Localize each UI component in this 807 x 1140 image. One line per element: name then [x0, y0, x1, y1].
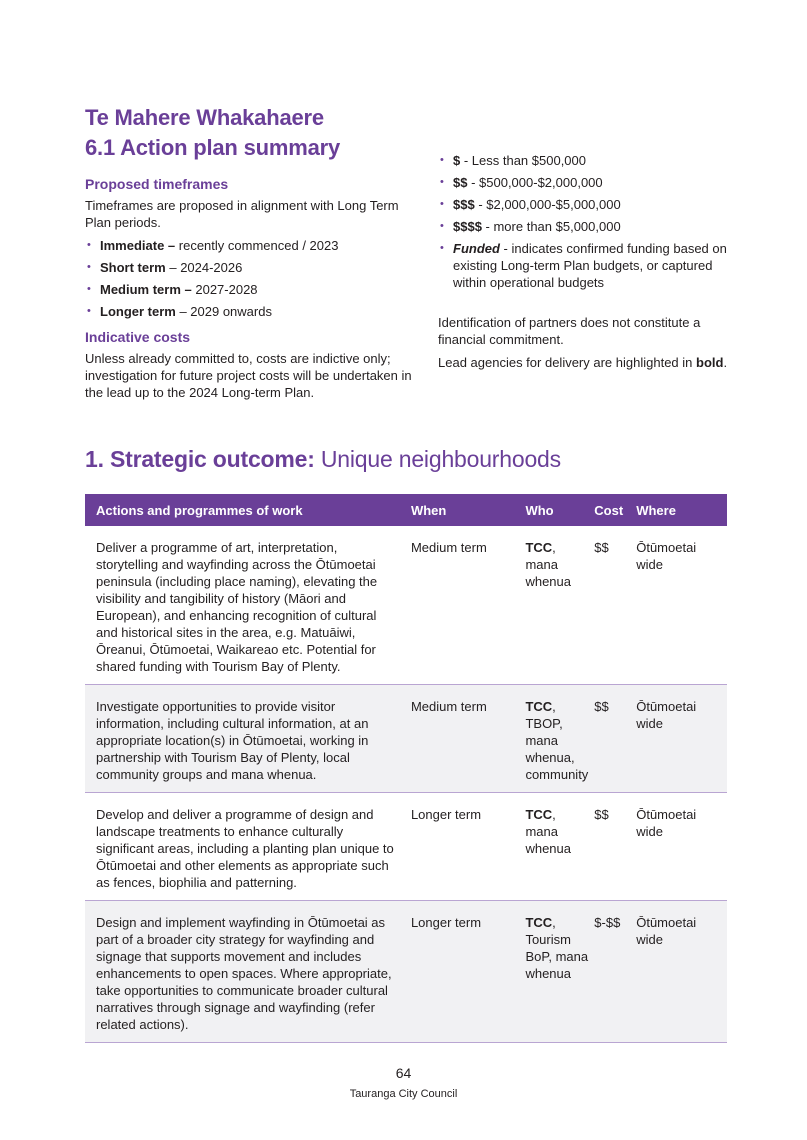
cost-desc: - $500,000-$2,000,000 [467, 175, 603, 190]
term-desc: recently commenced / 2023 [175, 238, 339, 253]
lead-agency: TCC [525, 540, 553, 555]
costs-text: Unless already committed to, costs are indictive only; investigation for future project costs will be undertaken in the lead up to the 2024 Long-term Plan. [85, 351, 412, 400]
term-desc: 2027-2028 [191, 282, 258, 297]
cell-who [514, 793, 594, 901]
cost-desc: - Less than $500,000 [460, 153, 586, 168]
cell-cost: $-$$ [594, 901, 636, 1043]
header-action: Actions and programmes of work [85, 494, 400, 526]
list-item [438, 174, 738, 191]
lead-note-suffix: . [723, 355, 728, 370]
cell-action: Investigate opportunities to provide visitor information, including cultural information, at an appropriate location(s) in Ōtūmoetai, working in partnership with Tourism Bay of Plenty, local community groups and mana whenua. [85, 685, 400, 793]
table-row [85, 901, 727, 1043]
action-table [85, 494, 727, 1043]
cell-where: Ōtūmoetai wide [636, 901, 727, 1043]
table-header-row [85, 494, 727, 526]
list-item [438, 218, 738, 235]
cost-desc: - $2,000,000-$5,000,000 [474, 197, 621, 212]
term-label: Immediate – [100, 238, 176, 253]
cell-when: Longer term [400, 793, 515, 901]
timeframes-list [85, 237, 415, 320]
cost-scale-list [438, 152, 738, 291]
bullet-icon: • [440, 242, 444, 254]
section-title-rest: Unique neighbourhoods [314, 446, 561, 472]
left-column [85, 176, 415, 407]
list-item [438, 196, 738, 213]
cell-action: Develop and deliver a programme of design and landscape treatments to enhance culturally significant areas, including a planting plan unique to Ōtūmoetai and other elements as appropriate such as fences, biophilia and patterning. [85, 793, 400, 901]
cell-where: Ōtūmoetai wide [636, 526, 727, 685]
partners: , Tourism BoP, mana whenua [525, 915, 589, 981]
term-label: Medium term – [100, 282, 192, 297]
list-item [85, 237, 415, 254]
partners-note: Identification of partners does not constitute a financial commitment. [438, 315, 701, 347]
partners: , mana whenua [525, 540, 571, 589]
cost-symbol: Funded [453, 241, 500, 256]
bullet-icon: • [87, 283, 91, 295]
page-title-maori: Te Mahere Whakahaere [85, 105, 324, 130]
timeframes-heading: Proposed timeframes [85, 176, 229, 192]
header-where: Where [636, 494, 727, 526]
partners: , mana whenua [525, 807, 571, 856]
term-label: Longer term [100, 304, 176, 319]
table-row [85, 685, 727, 793]
lead-note [438, 354, 738, 371]
cell-when: Medium term [400, 526, 515, 685]
bullet-icon: • [440, 176, 444, 188]
bullet-icon: • [87, 305, 91, 317]
bullet-icon: • [87, 239, 91, 251]
table-row [85, 793, 727, 901]
cell-who [514, 685, 594, 793]
partners: , TBOP, mana whenua, community [525, 699, 589, 782]
term-desc: – 2029 onwards [175, 304, 272, 319]
lead-agency: TCC [525, 915, 553, 930]
bullet-icon: • [440, 220, 444, 232]
lead-note-bold: bold [696, 355, 724, 370]
costs-heading: Indicative costs [85, 329, 191, 345]
list-item [438, 240, 738, 291]
cost-symbol: $$ [453, 175, 468, 190]
cell-cost: $$ [594, 793, 636, 901]
cell-cost: $$ [594, 685, 636, 793]
page-number: 64 [395, 1065, 412, 1081]
header-cost: Cost [594, 494, 636, 526]
header-who: Who [514, 494, 594, 526]
lead-agency: TCC [525, 699, 553, 714]
cell-when: Longer term [400, 901, 515, 1043]
cost-symbol: $$$$ [453, 219, 482, 234]
bullet-icon: • [440, 154, 444, 166]
cost-desc: - indicates confirmed funding based on existing Long-term Plan budgets, or captured within operational budgets [453, 241, 727, 290]
cell-action: Deliver a programme of art, interpretation, storytelling and wayfinding across the Ōtūmoetai peninsula (including place naming), elevating the visibility and tangibility of history (Māori and European), and enhancing recognition of cultural and historical sites in the area, e.g. Matuāiwi, Ōreanui, Ōtūmoetai, Waikareao etc. Potential for shared funding with Tourism Bay of Plenty. [85, 526, 400, 685]
cost-desc: - more than $5,000,000 [481, 219, 621, 234]
footer-organisation: Tauranga City Council [349, 1088, 458, 1100]
timeframes-intro: Timeframes are proposed in alignment with Long Term Plan periods. [85, 198, 399, 230]
cell-where: Ōtūmoetai wide [636, 793, 727, 901]
lead-agency: TCC [525, 807, 553, 822]
section-title [85, 446, 561, 473]
cell-where: Ōtūmoetai wide [636, 685, 727, 793]
table-row [85, 526, 727, 685]
cell-cost: $$ [594, 526, 636, 685]
cost-symbol: $$$ [453, 197, 475, 212]
cell-who [514, 526, 594, 685]
cell-who [514, 901, 594, 1043]
cost-symbol: $ [453, 153, 461, 168]
header-when: When [400, 494, 515, 526]
list-item [438, 152, 738, 169]
list-item [85, 259, 415, 276]
term-desc: – 2024-2026 [165, 260, 243, 275]
bullet-icon: • [87, 261, 91, 273]
right-column [438, 152, 738, 377]
page-title: 6.1 Action plan summary [85, 135, 340, 160]
cell-when: Medium term [400, 685, 515, 793]
section-title-bold: 1. Strategic outcome: [85, 446, 315, 472]
lead-note-prefix: Lead agencies for delivery are highlighted in [438, 355, 697, 370]
list-item [85, 303, 415, 320]
bullet-icon: • [440, 198, 444, 210]
list-item [85, 281, 415, 298]
term-label: Short term [100, 260, 166, 275]
cell-action: Design and implement wayfinding in Ōtūmoetai as part of a broader city strategy for wayfinding and signage that supports movement and includes enhancements to open spaces. Where appropriate, take opportunities to communicate broader cultural narratives through signage and wayfinding (refer related actions). [85, 901, 400, 1043]
